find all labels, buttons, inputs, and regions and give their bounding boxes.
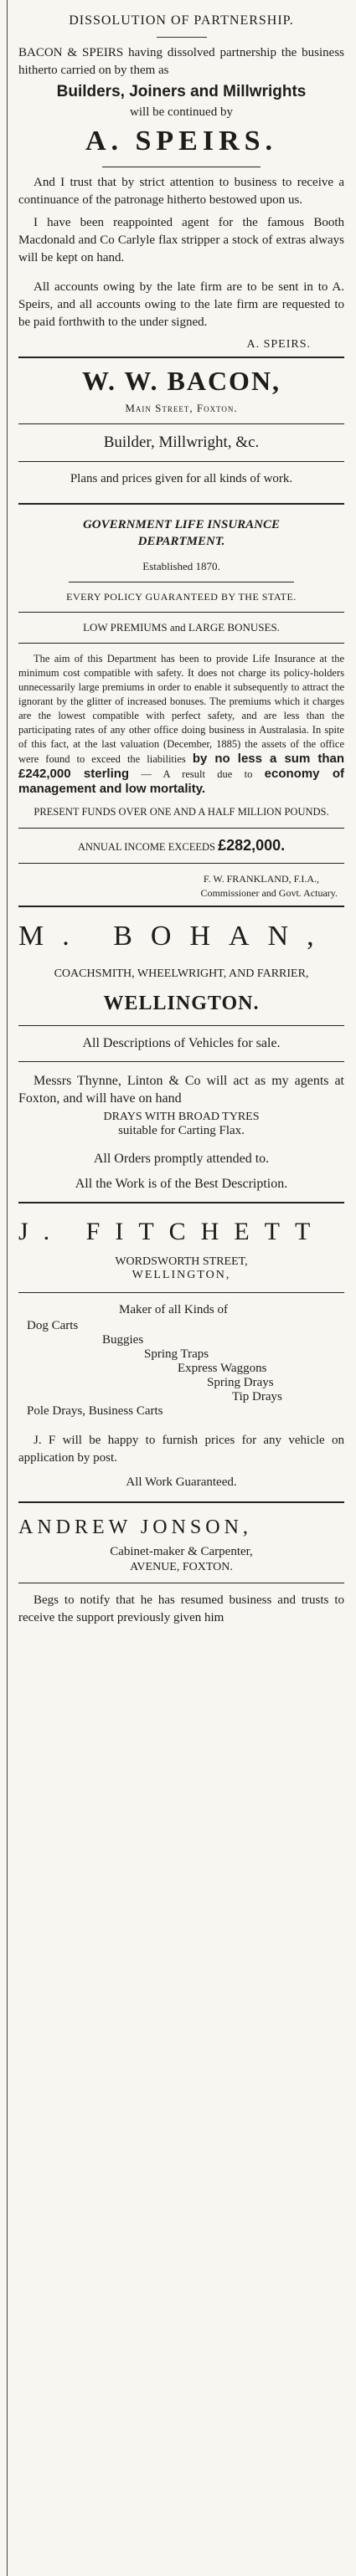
continued-text: will be continued by [130, 105, 233, 119]
signer-name: F. W. FRANKLAND, F.I.A., [203, 873, 319, 885]
divider [18, 643, 344, 644]
divider [18, 828, 344, 829]
vehicle-item: Buggies [102, 1333, 144, 1347]
divider [18, 612, 344, 613]
divider [18, 461, 344, 462]
divider [18, 1292, 344, 1293]
vehicle-item: Express Waggons [178, 1362, 267, 1375]
premiums-line: LOW PREMIUMS and LARGE BONUSES. [83, 621, 280, 634]
maker-line: Maker of all Kinds of [119, 1303, 228, 1316]
signature: A. SPEIRS. [246, 338, 311, 351]
ad-separator [18, 1202, 344, 1203]
income-label: ANNUAL INCOME EXCEEDS [77, 841, 215, 853]
paragraph-agent: I have been reappointed agent for the famous Booth Macdonald and Co Carlyle flax stripper a stock of extras always will be kept on hand. [18, 216, 344, 264]
ad-separator [18, 357, 344, 358]
divider [18, 1061, 344, 1062]
jonson-notice: Begs to notify that he has resumed business and trusts to receive the support previously given him [18, 1593, 344, 1624]
divider [18, 423, 344, 424]
result-text: — A result due to [141, 768, 253, 780]
fitchett-advert [18, 1208, 344, 1490]
work-line: All the Work is of the Best Description. [75, 1177, 288, 1191]
insurance-body-text: The aim of this Department has been to provide Life Insurance at the minimum cost compatible with safety. It does not charge its policy-holders unnecessarily large premiums in order to enable it subsequently to attract the ignorant by the glitter of increased bonuses. The premiums which it charges are the lowest compatible with perfect safety, and are less than the participating rates of any other office doing business in Australasia. In spite of this fact, at the last valuation (December, 1885) the assets of the office were found to exceed the liabilities [18, 653, 344, 765]
vehicle-item: Tip Drays [232, 1390, 282, 1403]
bacon-address: Main Street, Foxton. [125, 402, 238, 414]
fitchett-town: WELLINGTON, [132, 1269, 231, 1281]
signer-title: Commissioner and Govt. Actuary. [200, 887, 338, 899]
bohan-trades: COACHSMITH, WHEELWRIGHT, AND FARRIER, [54, 967, 309, 980]
speirs-name: A. SPEIRS. [85, 126, 278, 157]
vehicle-item-last: Pole Drays, Business Carts [27, 1404, 163, 1418]
bacon-trade: Builder, Millwright, &c. [103, 434, 260, 451]
column-rule [7, 0, 8, 2576]
agents-text: Messrs Thynne, Linton & Co will act as my agents at Foxton, and will have on hand [18, 1074, 344, 1106]
income-value: £282,000. [218, 837, 286, 854]
insurance-title: GOVERNMENT LIFE INSURANCE DEPARTMENT. [82, 518, 281, 548]
divider [157, 37, 207, 38]
vehicle-item: Spring Traps [144, 1347, 209, 1361]
ad-separator [18, 906, 344, 907]
vehicles-line: All Descriptions of Vehicles for sale. [82, 1036, 281, 1050]
bohan-name: M. BOHAN, [18, 921, 333, 952]
bohan-town: WELLINGTON. [103, 993, 260, 1014]
bacon-advert [18, 363, 344, 488]
divider [18, 863, 344, 864]
ad-separator [18, 503, 344, 505]
surplus-highlight: by no less a sum than £242,000 sterling [18, 752, 345, 781]
divider [18, 1025, 344, 1026]
ad-separator [18, 1501, 344, 1503]
fitchett-street: WORDSWORTH STREET, [115, 1255, 248, 1268]
drays-line: DRAYS WITH BROAD TYRES [103, 1111, 260, 1123]
guaranteed-line: All Work Guaranteed. [126, 1475, 237, 1489]
jonson-name: ANDREW JONSON, [18, 1516, 252, 1538]
economy-highlight: economy of management and low mortality. [18, 767, 344, 796]
bacon-name: W. W. BACON, [81, 366, 281, 396]
fitchett-note: J. F will be happy to furnish prices for any vehicle on application by post. [18, 1434, 344, 1465]
drays-note: suitable for Carting Flax. [118, 1124, 245, 1137]
jonson-address: AVENUE, FOXTON. [130, 1561, 233, 1573]
guarantee-line: EVERY POLICY GUARANTEED BY THE STATE. [66, 591, 297, 603]
insurance-advert [18, 510, 344, 901]
fitchett-name: J. FITCHETT [18, 1218, 326, 1245]
bacon-plans: Plans and prices given for all kinds of work. [70, 472, 293, 485]
orders-line: All Orders promptly attended to. [93, 1152, 270, 1166]
funds-line: PRESENT FUNDS OVER ONE AND A HALF MILLION POUNDS. [34, 806, 329, 818]
bohan-advert [18, 912, 344, 1192]
insurance-body [18, 652, 344, 797]
jonson-advert [18, 1508, 344, 1627]
vehicle-item: Spring Drays [207, 1376, 274, 1389]
intro-text: BACON & SPEIRS having dissolved partnership the business hitherto carried on by them as [18, 46, 344, 77]
income-line [18, 837, 344, 854]
paragraph-accounts: All accounts owing by the late firm are to be sent in to A. Speirs, and all accounts owing to the late firm are requested to be paid forthwith to the under signed. [18, 280, 344, 329]
paragraph-trust: And I trust that by strict attention to business to receive a continuance of the patronage hitherto bestowed upon us. [18, 176, 344, 207]
notice-heading: DISSOLUTION OF PARTNERSHIP. [69, 13, 294, 28]
trade-line: Builders, Joiners and Millwrights [56, 83, 307, 100]
dissolution-notice [18, 0, 344, 352]
vehicle-item: Dog Carts [27, 1319, 79, 1332]
jonson-trade: Cabinet-maker & Carpenter, [110, 1545, 253, 1558]
established-line: Established 1870. [142, 560, 220, 572]
